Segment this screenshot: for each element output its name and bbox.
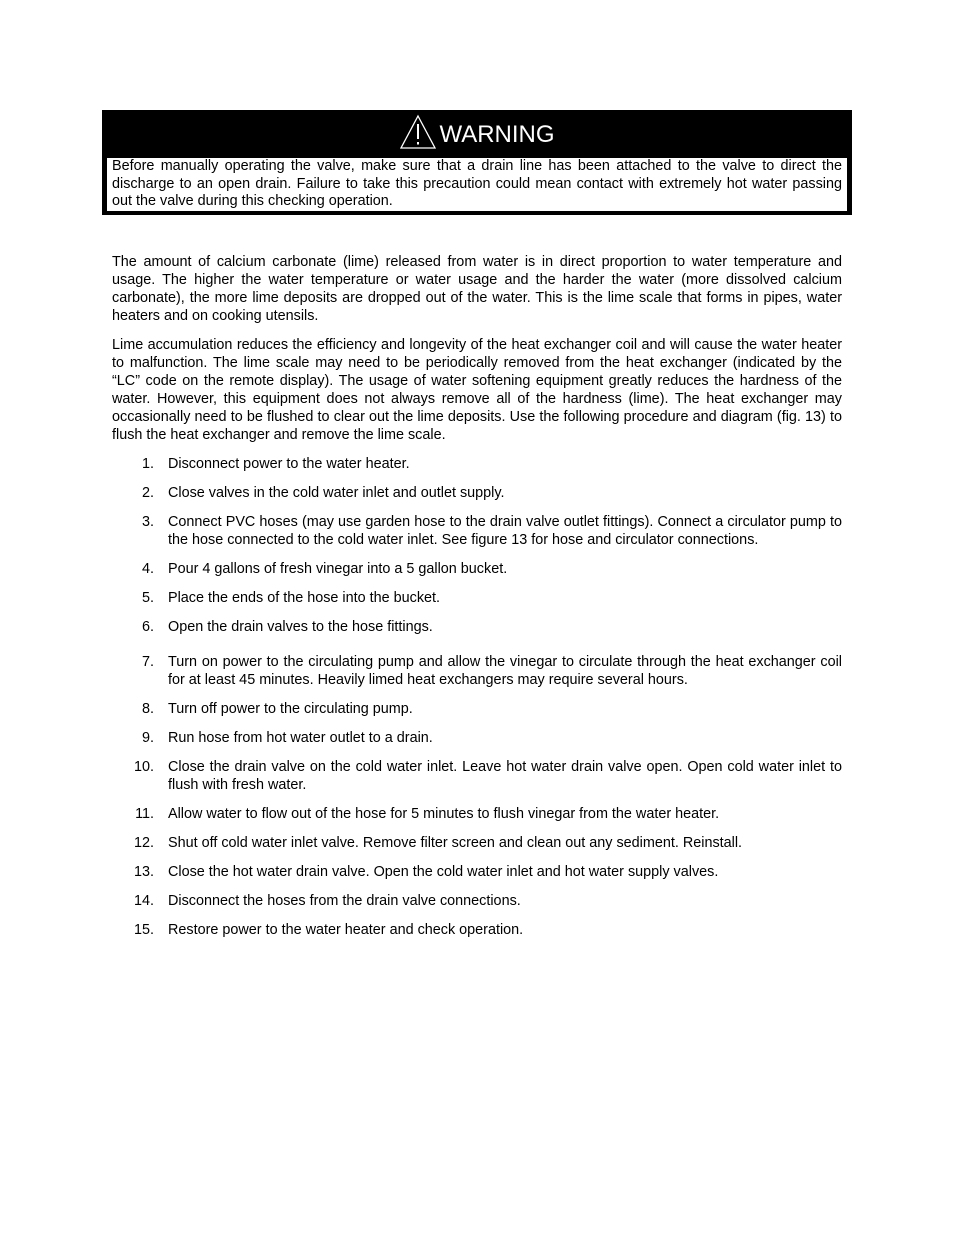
list-item [112, 589, 842, 607]
warning-box [102, 110, 852, 215]
list-item [112, 455, 842, 473]
step-number: 7. [141, 654, 154, 670]
warning-text: Before manually operating the valve, make sure that a drain line has been attached to the valve to direct the discharge to an open drain. Failure to take this precaution could mean contact with extremely hot water passing out the valve during this checking operation. [107, 158, 847, 211]
step-number: 6. [141, 619, 154, 635]
step-number: 8. [141, 701, 154, 717]
step-number: 12. [133, 835, 154, 851]
step-number: 3. [141, 514, 154, 530]
step-number: 2. [141, 485, 154, 501]
step-number: 10. [133, 759, 154, 775]
step-text: Disconnect the hoses from the drain valve connections. [168, 893, 521, 909]
warning-title: WARNING [439, 121, 555, 148]
list-item [112, 892, 842, 910]
list-item [112, 921, 842, 939]
list-item [112, 700, 842, 718]
warning-header [102, 114, 852, 158]
step-text: Run hose from hot water outlet to a drain. [168, 730, 433, 746]
list-item [112, 805, 842, 823]
step-number: 14. [133, 893, 154, 909]
list-item [112, 653, 842, 689]
list-item [112, 513, 842, 549]
step-text: Allow water to flow out of the hose for 5 minutes to flush vinegar from the water heater. [168, 806, 720, 822]
step-number: 4. [141, 561, 154, 577]
step-number: 5. [141, 590, 154, 606]
list-item [112, 618, 842, 636]
step-text: Close valves in the cold water inlet and outlet supply. [168, 485, 505, 501]
list-item [112, 758, 842, 794]
paragraph-lime-accumulation: Lime accumulation reduces the efficiency and longevity of the heat exchanger coil and will cause the water heater to malfunction. The lime scale may need to be periodically removed from the heat exchanger (indicated by the “LC” code on the remote display). The usage of water softening equipment greatly reduces the hardness of the water. However, this equipment does not always remove all of the hardness (lime). The heat exchanger may occasionally need to be flushed to clear out the lime deposits. Use the following procedure and diagram (fig. 13) to flush the heat exchanger and remove the lime scale. [112, 337, 842, 443]
step-number: 15. [133, 922, 154, 938]
step-text: Turn on power to the circulating pump and allow the vinegar to circulate through the heat exchanger coil for at least 45 minutes. Heavily limed heat exchangers may require several hours. [168, 654, 842, 688]
step-text: Pour 4 gallons of fresh vinegar into a 5 gallon bucket. [168, 561, 508, 577]
step-text: Place the ends of the hose into the bucket. [168, 590, 441, 606]
list-item [112, 729, 842, 747]
step-text: Connect PVC hoses (may use garden hose to the drain valve outlet fittings). Connect a circulator pump to the hose connected to the cold water inlet. See figure 13 for hose and circulator connections. [168, 514, 842, 548]
paragraph-lime-intro: The amount of calcium carbonate (lime) released from water is in direct proportion to water temperature and usage. The higher the water temperature or water usage and the harder the water (more dissolved calcium carbonate), the more lime deposits are dropped out of the water. This is the lime scale that forms in pipes, water heaters and on cooking utensils. [112, 254, 842, 324]
list-item [112, 863, 842, 881]
step-text: Close the hot water drain valve. Open the cold water inlet and hot water supply valves. [168, 864, 719, 880]
step-number: 1. [141, 456, 154, 472]
step-text: Restore power to the water heater and check operation. [168, 922, 524, 938]
list-item [112, 834, 842, 852]
step-text: Shut off cold water inlet valve. Remove filter screen and clean out any sediment. Reinstall. [168, 835, 743, 851]
step-number: 13. [133, 864, 154, 880]
procedure-steps [112, 455, 842, 939]
step-text: Close the drain valve on the cold water inlet. Leave hot water drain valve open. Open cold water inlet to flush with fresh water. [168, 759, 842, 793]
step-text: Disconnect power to the water heater. [168, 456, 410, 472]
list-item [112, 560, 842, 578]
warning-triangle-icon [399, 114, 437, 150]
step-text: Turn off power to the circulating pump. [168, 701, 413, 717]
list-item [112, 484, 842, 502]
step-number: 11. [135, 806, 154, 822]
document-body [112, 253, 842, 950]
step-number: 9. [141, 730, 154, 746]
step-text: Open the drain valves to the hose fittings. [168, 619, 433, 635]
